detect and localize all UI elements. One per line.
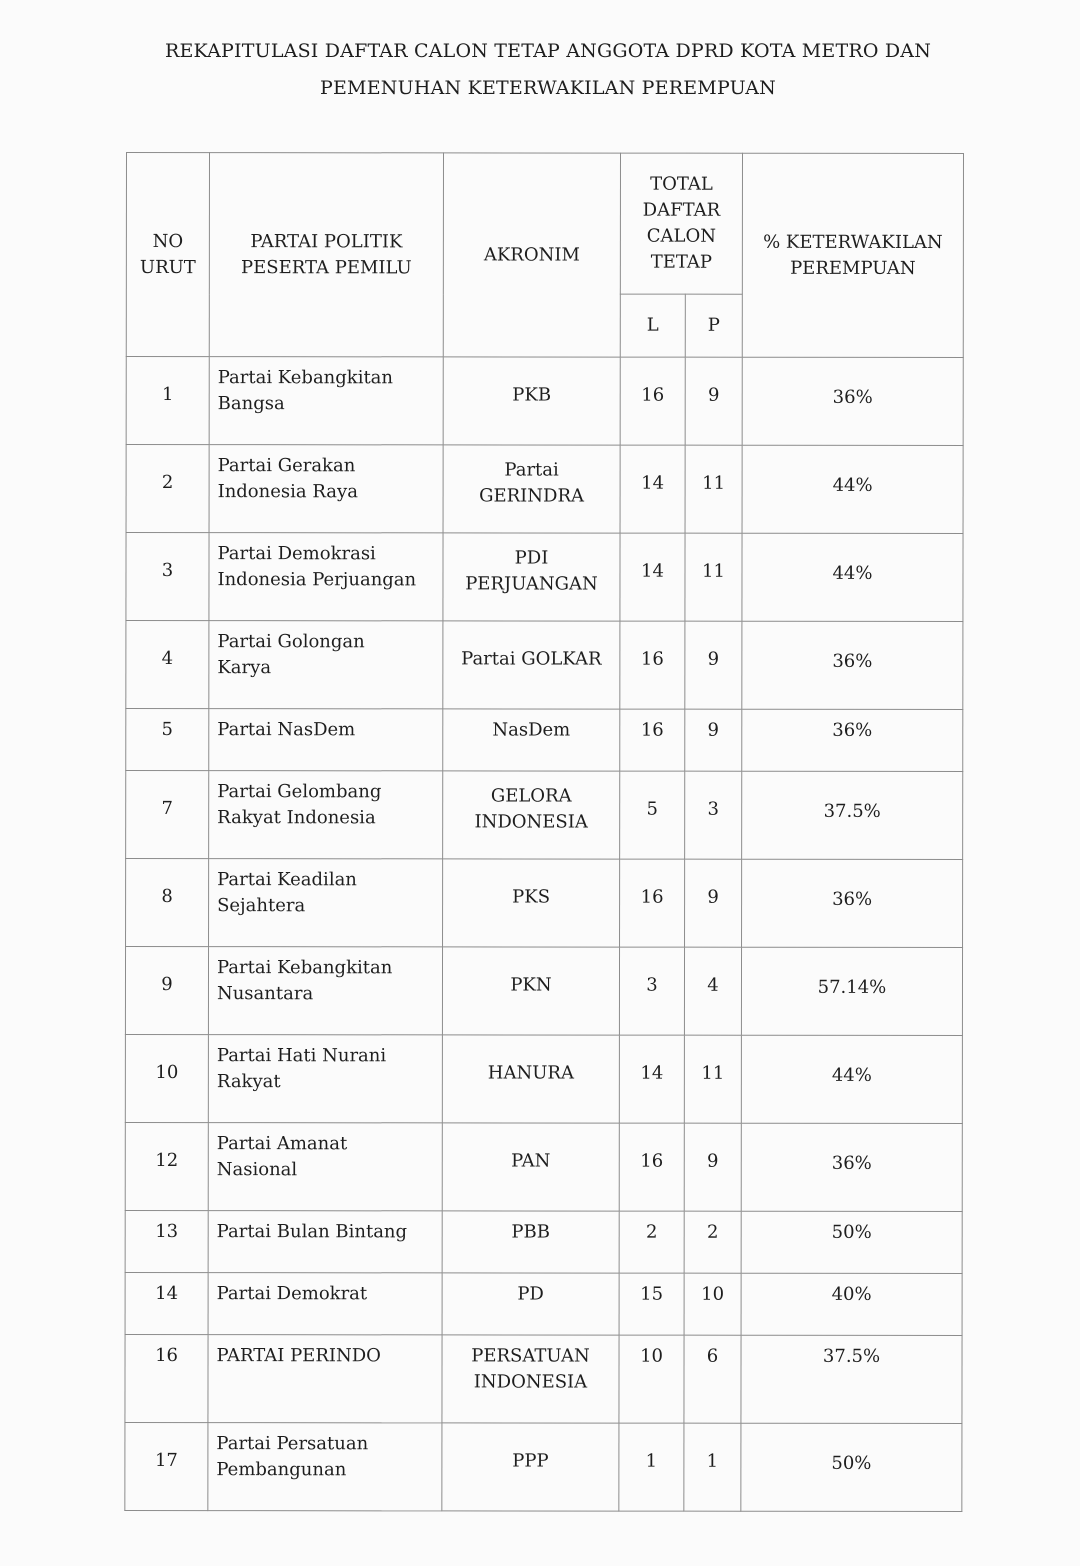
cell-persen	[741, 1211, 962, 1273]
table-row	[125, 1035, 962, 1124]
cell-akronim-line: PDI	[514, 547, 549, 569]
cell-p-line: 11	[702, 472, 726, 494]
table-header	[126, 153, 963, 358]
cell-partai-line: Partai Persatuan	[216, 1433, 369, 1455]
cell-l-line: 15	[640, 1283, 664, 1305]
cell-akronim-line: INDONESIA	[474, 811, 588, 833]
cell-partai	[209, 771, 443, 859]
cell-l	[620, 621, 685, 709]
cell-partai-line: PARTAI PERINDO	[216, 1345, 381, 1367]
cell-persen-line: 44%	[832, 562, 873, 584]
cell-p	[685, 859, 742, 947]
table-row	[125, 1334, 962, 1423]
cell-partai-line: Rakyat	[216, 1071, 281, 1093]
cell-no	[125, 1122, 208, 1210]
cell-l-line: 16	[640, 1150, 664, 1172]
cell-persen	[741, 1273, 962, 1335]
header-persen	[742, 153, 963, 357]
cell-p	[685, 771, 742, 859]
cell-akronim-line: PPP	[512, 1450, 549, 1472]
cell-p	[685, 709, 742, 771]
cell-no-line: 9	[161, 974, 173, 996]
cell-akronim	[442, 1211, 619, 1273]
cell-akronim-line: Partai	[504, 459, 559, 481]
cell-persen	[741, 1335, 962, 1423]
cell-no-line: 16	[155, 1345, 178, 1367]
cell-p-line: 9	[707, 1150, 719, 1172]
cell-persen-line: 37.5%	[822, 1345, 881, 1367]
cell-p	[684, 1423, 741, 1511]
cell-p-line: 1	[706, 1450, 719, 1472]
cell-persen-line: 36%	[832, 888, 873, 910]
cell-p	[684, 1123, 741, 1211]
cell-no-line: 2	[161, 472, 174, 494]
cell-persen	[742, 621, 963, 709]
cell-partai-line: Partai NasDem	[217, 719, 356, 741]
cell-no	[126, 709, 209, 771]
header-p: P	[685, 294, 742, 357]
cell-no	[126, 357, 209, 445]
cell-akronim	[443, 859, 620, 947]
cell-no	[126, 771, 209, 859]
cell-p-line: 4	[707, 974, 719, 996]
cell-akronim-line: GELORA	[490, 785, 572, 807]
cell-no-line: 7	[161, 798, 173, 820]
cell-partai	[208, 1211, 442, 1273]
cell-partai-line: Nasional	[216, 1159, 298, 1181]
cell-akronim-line: NasDem	[492, 719, 571, 741]
candidate-recap-table	[124, 152, 964, 1512]
cell-no-line: 1	[161, 384, 174, 406]
cell-no-line: 12	[155, 1150, 179, 1172]
cell-no	[126, 859, 209, 947]
cell-p-line: 3	[707, 798, 719, 820]
cell-akronim-line: PBB	[511, 1221, 550, 1243]
cell-partai-line: Partai Gelombang	[217, 781, 382, 803]
cell-l-line: 14	[640, 1062, 664, 1084]
cell-partai	[208, 1035, 442, 1123]
header-partai	[209, 153, 443, 357]
cell-partai	[208, 1423, 442, 1511]
cell-partai	[209, 859, 443, 947]
cell-p-line: 9	[707, 886, 719, 908]
cell-partai-line: Karya	[217, 657, 272, 679]
cell-l-line: 10	[640, 1345, 663, 1367]
cell-p-line: 2	[706, 1221, 719, 1243]
cell-p-line: 11	[701, 1062, 725, 1084]
cell-p	[684, 1335, 741, 1423]
cell-partai	[208, 1335, 442, 1423]
cell-akronim-line: GERINDRA	[479, 485, 585, 507]
cell-no-line: 4	[161, 648, 174, 670]
cell-akronim-line: PKS	[512, 886, 551, 908]
header-akronim	[443, 153, 620, 357]
cell-akronim	[443, 445, 620, 533]
cell-p-line: 9	[707, 719, 720, 741]
cell-partai	[208, 947, 442, 1035]
cell-persen	[741, 1035, 962, 1123]
cell-partai-line: Partai Kebangkitan	[216, 957, 393, 979]
cell-persen-line: 36%	[832, 386, 873, 408]
cell-p	[684, 947, 741, 1035]
cell-p-line: 6	[706, 1345, 719, 1367]
cell-no-line: 5	[161, 719, 174, 741]
header-no-urut	[126, 153, 209, 357]
header-line: PESERTA PEMILU	[241, 256, 412, 278]
cell-partai	[209, 621, 443, 709]
cell-partai-line: Partai Kebangkitan	[217, 367, 394, 389]
header-line: URUT	[139, 256, 196, 278]
cell-partai	[208, 1273, 442, 1335]
cell-no-line: 14	[155, 1283, 179, 1305]
cell-persen	[742, 859, 963, 947]
cell-partai	[209, 357, 443, 445]
cell-akronim	[443, 771, 620, 859]
cell-l-line: 14	[641, 472, 665, 494]
cell-l	[620, 357, 685, 445]
cell-partai	[209, 533, 443, 621]
cell-l	[620, 709, 685, 771]
cell-p	[685, 357, 742, 445]
cell-l-line: 16	[640, 719, 664, 741]
cell-no	[125, 1210, 208, 1272]
cell-no	[125, 947, 208, 1035]
table-row	[125, 1122, 962, 1211]
cell-l-line: 16	[640, 648, 664, 670]
cell-akronim-line: PERJUANGAN	[465, 573, 598, 595]
cell-persen	[742, 357, 963, 445]
cell-p	[685, 621, 742, 709]
cell-akronim	[442, 1123, 619, 1211]
cell-l	[620, 445, 685, 533]
document-title-line-1: REKAPITULASI DAFTAR CALON TETAP ANGGOTA DPRD KOTA METRO DAN	[164, 40, 932, 62]
header-l: L	[620, 294, 685, 357]
cell-akronim	[442, 1035, 619, 1123]
cell-persen	[742, 709, 963, 771]
cell-p-line: 11	[702, 560, 725, 582]
table-row	[126, 709, 963, 772]
cell-partai-line: Rakyat Indonesia	[217, 807, 376, 829]
cell-partai	[209, 445, 443, 533]
cell-persen-line: 44%	[831, 1064, 872, 1086]
header-line: NO	[152, 230, 184, 252]
table-row	[126, 621, 963, 710]
cell-no	[126, 621, 209, 709]
cell-l	[619, 1423, 684, 1511]
header-line: % KETERWAKILAN	[763, 231, 943, 253]
cell-l	[620, 533, 685, 621]
cell-akronim-line: INDONESIA	[473, 1371, 588, 1393]
header-line: AKRONIM	[483, 243, 580, 266]
cell-p	[684, 1273, 741, 1335]
cell-akronim	[442, 1335, 619, 1423]
header-line: PEREMPUAN	[790, 257, 916, 279]
cell-persen	[742, 533, 963, 621]
table-row	[126, 859, 963, 948]
cell-persen-line: 37.5%	[823, 800, 881, 822]
cell-no-line: 8	[161, 886, 173, 908]
header-line: DAFTAR	[642, 199, 721, 221]
cell-no	[126, 533, 209, 621]
cell-partai-line: Pembangunan	[216, 1459, 347, 1481]
table-body	[125, 357, 963, 1512]
table-row	[126, 533, 963, 622]
cell-no	[125, 1422, 208, 1510]
cell-l	[619, 1335, 684, 1423]
header-line: PARTAI POLITIK	[250, 230, 403, 252]
cell-partai	[208, 1123, 442, 1211]
cell-p-line: 9	[707, 648, 720, 670]
cell-persen	[742, 771, 963, 859]
cell-persen-line: 36%	[831, 1152, 872, 1174]
cell-l	[620, 771, 685, 859]
cell-p	[684, 1035, 741, 1123]
cell-persen	[741, 947, 962, 1035]
cell-partai-line: Partai Bulan Bintang	[216, 1221, 408, 1243]
cell-l-line: 16	[640, 886, 664, 908]
cell-l	[619, 1273, 684, 1335]
cell-persen-line: 57.14%	[817, 976, 887, 998]
cell-persen	[742, 445, 963, 533]
cell-persen-line: 44%	[832, 474, 873, 496]
cell-akronim	[443, 621, 620, 709]
cell-partai	[209, 709, 443, 771]
cell-partai-line: Bangsa	[217, 393, 285, 415]
table-row	[126, 771, 963, 860]
cell-p	[685, 533, 742, 621]
cell-akronim-line: PD	[517, 1283, 544, 1305]
document-title-line-2: PEMENUHAN KETERWAKILAN PEREMPUAN	[320, 77, 776, 99]
cell-no-line: 13	[155, 1221, 179, 1243]
cell-partai-line: Indonesia Perjuangan	[217, 569, 417, 591]
cell-partai-line: Partai Hati Nurani	[216, 1045, 387, 1067]
cell-partai-line: Partai Amanat	[216, 1133, 348, 1155]
cell-no	[126, 445, 209, 533]
cell-p-line: 10	[701, 1283, 725, 1305]
cell-akronim	[442, 1273, 619, 1335]
header-line: CALON	[646, 225, 717, 247]
cell-l	[619, 1123, 684, 1211]
cell-akronim-line: PKB	[512, 384, 552, 406]
cell-persen	[741, 1123, 962, 1211]
cell-p-line: 9	[707, 384, 720, 406]
cell-l	[619, 947, 684, 1035]
cell-akronim-line: Partai GOLKAR	[461, 648, 602, 670]
cell-akronim-line: PKN	[510, 974, 552, 996]
header-line: TETAP	[650, 251, 713, 273]
table-row	[125, 1210, 962, 1273]
table-row	[125, 947, 962, 1036]
table-row	[126, 357, 963, 446]
cell-partai-line: Partai Demokrat	[216, 1283, 368, 1305]
cell-akronim	[443, 709, 620, 771]
cell-no-line: 17	[154, 1450, 178, 1472]
cell-persen-line: 40%	[831, 1283, 872, 1305]
cell-persen	[741, 1423, 962, 1511]
cell-no	[125, 1035, 208, 1123]
cell-l-line: 2	[645, 1221, 658, 1243]
cell-no	[125, 1334, 208, 1422]
cell-partai-line: Sejahtera	[217, 895, 306, 917]
cell-partai-line: Partai Golongan	[217, 631, 365, 653]
cell-l-line: 3	[646, 974, 658, 996]
table-row	[125, 1422, 962, 1511]
cell-no-line: 3	[161, 560, 174, 582]
cell-akronim	[442, 1423, 619, 1511]
cell-partai-line: Partai Keadilan	[217, 869, 357, 891]
cell-akronim	[443, 533, 620, 621]
cell-partai-line: Indonesia Raya	[217, 481, 358, 503]
cell-l-line: 16	[641, 384, 665, 406]
cell-no-line: 10	[155, 1062, 179, 1084]
cell-persen-line: 50%	[831, 1221, 872, 1243]
cell-akronim	[442, 947, 619, 1035]
cell-persen-line: 36%	[832, 719, 873, 741]
cell-akronim	[443, 357, 620, 445]
cell-p	[684, 1211, 741, 1273]
cell-partai-line: Nusantara	[216, 983, 314, 1005]
cell-akronim-line: PERSATUAN	[471, 1345, 590, 1367]
cell-l	[619, 1211, 684, 1273]
cell-partai-line: Partai Gerakan	[217, 455, 356, 477]
cell-no	[125, 1272, 208, 1334]
cell-persen-line: 50%	[831, 1452, 872, 1474]
cell-persen-line: 36%	[832, 650, 873, 672]
table-row	[125, 1272, 962, 1335]
cell-p	[685, 445, 742, 533]
cell-l-line: 5	[646, 798, 658, 820]
cell-partai-line: Partai Demokrasi	[217, 543, 376, 565]
cell-l	[620, 859, 685, 947]
header-total	[620, 153, 742, 294]
cell-l-line: 14	[641, 560, 664, 582]
cell-akronim-line: PAN	[511, 1150, 551, 1172]
cell-l-line: 1	[645, 1450, 658, 1472]
table-row	[126, 445, 963, 534]
cell-l	[619, 1035, 684, 1123]
cell-akronim-line: HANURA	[487, 1062, 574, 1084]
header-line: TOTAL	[650, 173, 713, 195]
